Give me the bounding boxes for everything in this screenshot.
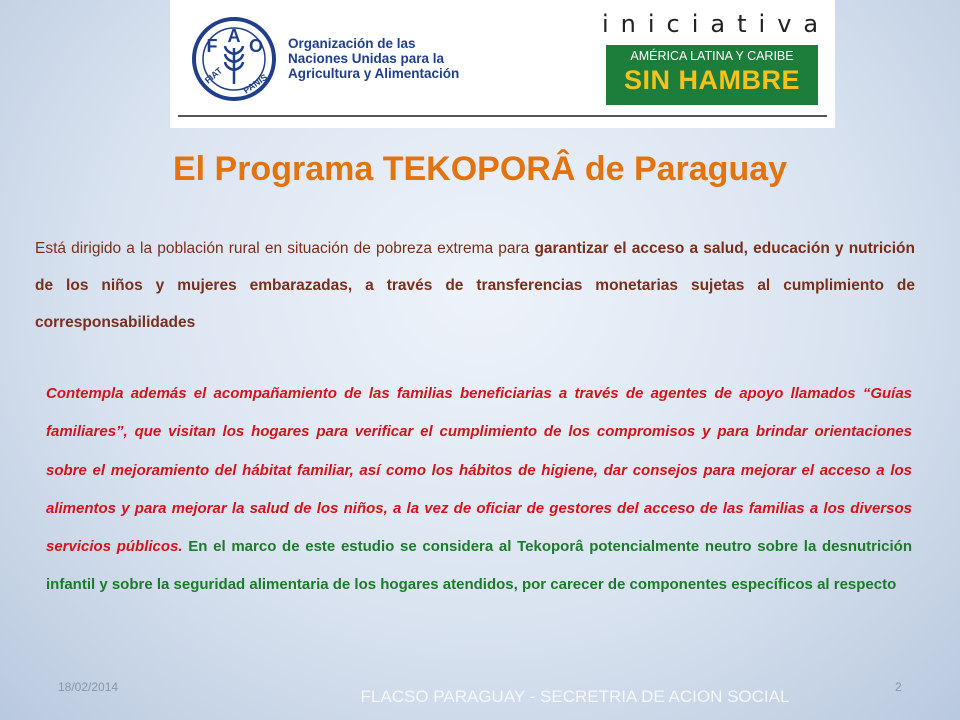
initiative-subtitle: AMÉRICA LATINA Y CARIBE: [630, 49, 794, 63]
initiative-band: [606, 45, 818, 105]
fao-name-line-2: Naciones Unidas para la: [288, 51, 445, 66]
footer-date: 18/02/2014: [58, 680, 119, 694]
fao-name: [288, 36, 459, 81]
paragraph-intro-plain: Está dirigido a la población rural en situación de pobreza extrema para: [35, 240, 535, 257]
fao-name-line-1: Organización de las: [288, 36, 416, 51]
banner-divider: [178, 115, 827, 117]
paragraph-detail: [46, 375, 912, 605]
fao-logo: [184, 14, 284, 104]
footer-center: FLACSO PARAGUAY - SECRETRIA DE ACION SOCIAL: [360, 687, 790, 706]
svg-text:O: O: [248, 36, 264, 56]
svg-text:PANIS: PANIS: [241, 72, 270, 96]
paragraph-intro-bold: garantizar el acceso a salud, educación y nutrición de los niños y mujeres embarazadas, a través de transferencias monetarias sujetas al cumplimiento de corresponsabilidades: [35, 240, 915, 331]
svg-text:FIAT: FIAT: [202, 65, 225, 86]
svg-text:A: A: [227, 26, 241, 46]
logo-banner: [170, 0, 835, 128]
fao-name-line-3: Agricultura y Alimentación: [288, 66, 460, 81]
paragraph-detail-green: En el marco de este estudio se considera al Tekoporâ potencialmente neutro sobre la desnutrición infantil y sobre la seguridad alimentaria de los hogares atendidos, por carecer de componentes específicos al respecto: [46, 538, 912, 594]
slide-title: El Programa TEKOPORÂ de Paraguay: [172, 150, 788, 188]
paragraph-intro: [35, 230, 915, 341]
initiative-word: iniciativa: [602, 10, 831, 38]
initiative-main: SIN HAMBRE: [623, 65, 800, 95]
svg-text:F: F: [206, 36, 218, 56]
initiative-logo: [602, 10, 831, 105]
paragraph-detail-red: Contempla además el acompañamiento de las familias beneficiarias a través de agentes de apoyo llamados “Guías familiares”, que visitan los hogares para verificar el cumplimiento de los compromisos y para brindar orientaciones sobre el mejoramiento del hábitat familiar, así como los hábitos de higiene, dar consejos para mejorar el acceso a los alimentos y para mejorar la salud de los niños, a la vez de oficiar de gestores del acceso de las familias a los diversos servicios públicos.: [46, 385, 912, 556]
footer-page-number: 2: [895, 680, 902, 694]
